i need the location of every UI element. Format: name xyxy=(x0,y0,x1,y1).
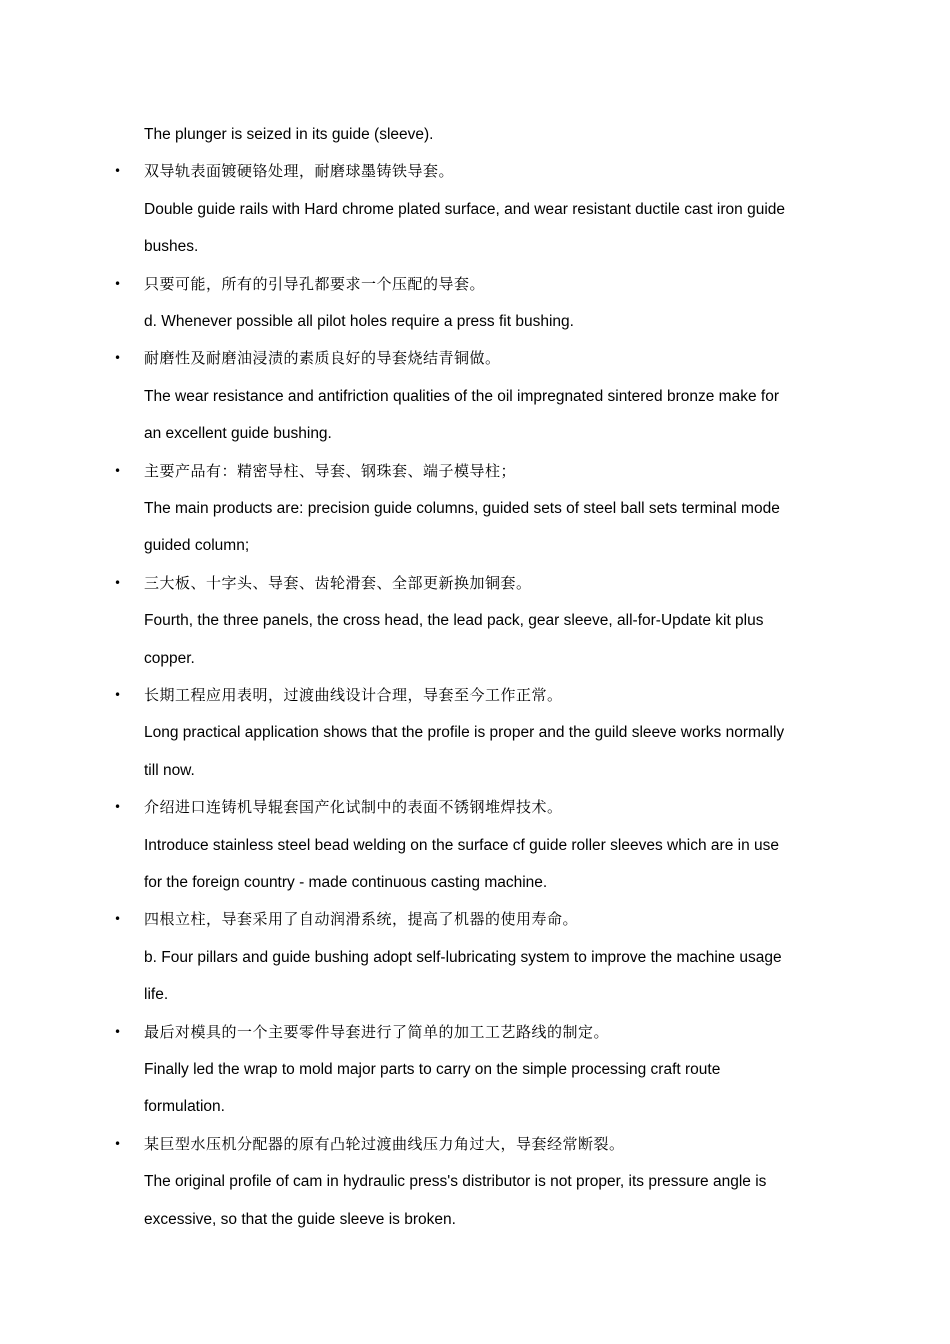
item-chinese-text: 介绍进口连铸机导辊套国产化试制中的表面不锈钢堆焊技术。 xyxy=(144,798,563,817)
item-english-text: The main products are: precision guide columns, guided sets of steel ball sets terminal mode xyxy=(144,500,780,517)
item-chinese-text: 主要产品有：精密导柱、导套、钢珠套、端子模导柱； xyxy=(144,461,517,480)
item-english-text: Introduce stainless steel bead welding on the surface cf guide roller sleeves which are in use xyxy=(144,836,780,854)
item-english-text: excessive, so that the guide sleeve is broken. xyxy=(144,1210,456,1228)
bullet-icon: • xyxy=(114,1024,122,1039)
item-english-text: guided column; xyxy=(144,537,250,555)
item-chinese-text: 长期工程应用表明，过渡曲线设计合理，导套至今工作正常。 xyxy=(144,686,563,704)
item-english-text: till now. xyxy=(144,761,195,779)
item-english-text: The original profile of cam in hydraulic press's distributor is not proper, its pressure angle is xyxy=(144,1173,767,1191)
item-english-text: The wear resistance and antifriction qualities of the oil impregnated sintered bronze make for xyxy=(144,387,779,405)
bullet-icon: • xyxy=(114,688,122,702)
bullet-icon: • xyxy=(114,575,122,590)
item-english-text: Long practical application shows that the profile is proper and the guild sleeve works normally xyxy=(144,724,785,742)
item-chinese-text: 双导轨表面镀硬铬处理，耐磨球墨铸铁导套。 xyxy=(144,162,455,181)
item-english-text: for the foreign country - made continuous casting machine. xyxy=(144,874,548,891)
intro-text: The plunger is seized in its guide (sleeve). xyxy=(144,126,434,143)
bullet-icon: • xyxy=(114,463,122,478)
item-chinese-text: 最后对模具的一个主要零件导套进行了简单的加工工艺路线的制定。 xyxy=(144,1022,610,1041)
item-english-text: Double guide rails with Hard chrome plated surface, and wear resistant ductile cast iron guide xyxy=(144,200,786,218)
bullet-icon: • xyxy=(114,351,122,366)
item-english-text: bushes. xyxy=(144,238,199,256)
bullet-icon: • xyxy=(114,164,122,179)
item-chinese-text: 四根立柱，导套采用了自动润滑系统，提高了机器的使用寿命。 xyxy=(144,910,579,929)
item-chinese-text: 耐磨性及耐磨油浸渍的素质良好的导套烧结青铜做。 xyxy=(144,349,501,368)
bullet-icon: • xyxy=(114,912,122,927)
item-english-text: Fourth, the three panels, the cross head, the lead pack, gear sleeve, all-for-Update kit plus xyxy=(144,612,764,630)
bullet-icon: • xyxy=(114,1136,122,1151)
item-english-text: b. Four pillars and guide bushing adopt self-lubricating system to improve the machine usage xyxy=(144,948,782,966)
item-english-text: an excellent guide bushing. xyxy=(144,425,332,443)
item-english-text: d. Whenever possible all pilot holes require a press fit bushing. xyxy=(144,313,574,330)
item-chinese-text: 三大板、十字头、导套、齿轮滑套、全部更新换加铜套。 xyxy=(144,573,532,592)
item-english-text: life. xyxy=(144,986,169,1004)
item-chinese-text: 只要可能，所有的引导孔都要求一个压配的导套。 xyxy=(144,274,486,293)
bullet-icon: • xyxy=(114,276,122,291)
bullet-icon: • xyxy=(114,800,122,815)
item-english-text: copper. xyxy=(144,649,195,667)
item-english-text: Finally led the wrap to mold major parts to carry on the simple processing craft route xyxy=(144,1061,721,1078)
item-chinese-text: 某巨型水压机分配器的原有凸轮过渡曲线压力角过大，导套经常断裂。 xyxy=(144,1134,625,1153)
item-english-text: formulation. xyxy=(144,1098,225,1116)
